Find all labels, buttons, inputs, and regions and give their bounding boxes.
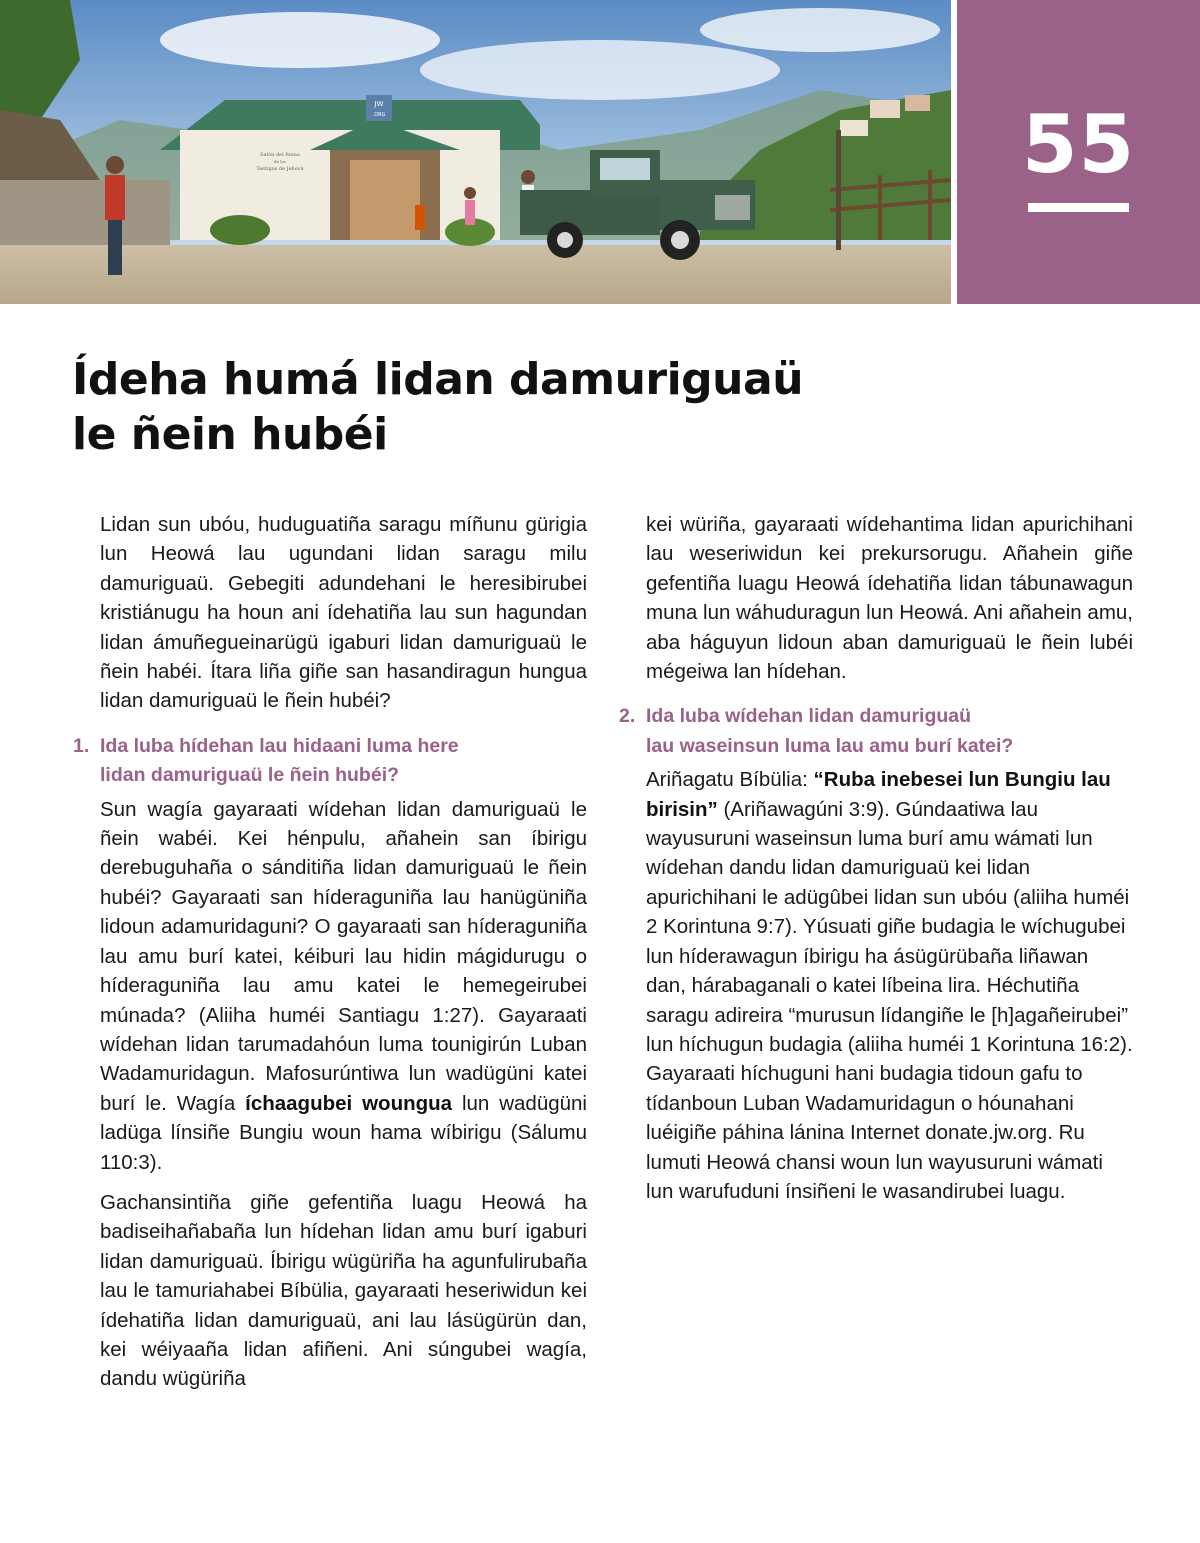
jw-sign-line1: JW xyxy=(374,100,384,108)
kingdom-hall-sign-line3: Testigos de Jehová xyxy=(256,166,304,172)
question-2-number: 2. xyxy=(619,705,636,728)
answer-2-paragraph xyxy=(646,765,1133,1206)
continued-paragraph: kei würiña, gayaraati wídehantima lidan apurichihani lau weseriwidun kei prekursorugu. Añahein giñe gefentiña luagu Heowá ídehatiña lidan tábunawagun muna lun wáhuduragun lun Heowá. Ani añahein amu, aba háguyun lidoun aban damuriguaü le ñein lubéi mégeiwa lan hídehan. xyxy=(646,513,1133,684)
intro-paragraph: Lidan sun ubóu, huduguatiña saragu míñunu gürigia lun Heowá lau ugundani lidan saragu milu damuriguaü. Gebegiti adundehani le heresibirubei kristiánugu ha houn ani ídehatiña lau sun hagundan lidan ámuñegueinarügü igaburi lidan damuriguaü le ñein habéi. Ítara liña giñe san hasandiragun hungua lidan damuriguaü le ñein hubéi? xyxy=(100,513,587,713)
page-title-line1: Ídeha humá lidan damuriguaü xyxy=(72,354,804,405)
answer-2-bold-quote: “Ruba inebesei lun Bungiu lau birisin” xyxy=(646,768,1111,821)
answer-1-paragraph-2: Gachansintiña giñe gefentiña luagu Heowá ha badiseihañabaña lun hídehan lidan amu burí igaburi lidan damuriguaü. Íbirigu wügüriña ha agunfulirubaña lau le tamuriahabei Bíbülia, gayaraati heseriwidun kei ídehatiña lidan damuriguaü, ani lau lásügürün dan, kei wéiyaaña lidan afiñeni. Ani súngubei wagía, dandu wügüriña xyxy=(100,1190,587,1391)
answer-2-text-a: Ariñagatu Bíbülia: xyxy=(646,768,814,792)
hero-photo xyxy=(0,0,951,304)
kingdom-hall-sign-line1: Salón del Reino xyxy=(260,152,300,158)
page-title-line2: le ñein hubéi xyxy=(72,409,388,460)
answer-1-paragraph xyxy=(100,795,587,1177)
hillside-house xyxy=(870,100,900,118)
answer-1-text-a: Sun wagía gayaraati wídehan lidan damuriguaü le ñein wabéi. Kei hénpulu, añahein san íbirigu derebuguhaña o sánditiña lidan damuriguaü le ñein hubéi? Gayaraati san híderaguniña lau hanügüniña lidoun adamuridaguni? O gayaraati san híderaguniña lau amu burí katei, kéiburi lau hidin mágidurugu o híderaguniña lau amu katei le hemegeirubei múnada? (Aliiha huméi Santiagu 1:27). Gayaraati wídehan lidan tarumadahóun luma tounigirún Luban Wadamuridagun. Mafosurúntiwa lun wadügüni katei burí le. Wagía xyxy=(100,797,587,1115)
lesson-number-underline xyxy=(1028,203,1129,212)
page-title xyxy=(72,352,972,462)
kingdom-hall-sign-line2: de los xyxy=(274,159,286,164)
answer-2-text-b: (Ariñawagúni 3:9). Gúndaatiwa lau wayusuruni waseinsun luma burí amu wámati lun wídehan dandu lidan damuriguaü kei lidan apurichihani le adügûbei lidan sun ubóu (aliiha huméi 2 Korintuna 9:7). Yúsuati giñe budagia le wíchugubei lun híderawagun íbirigu ha ásügürübaña liñawan dan, hárabaganali o katei líbeina lira. Héchutiña saragu adireira “murusun lídangiñe le [h]agañeirubei” lun híchugun budagia (aliiha huméi 1 Korintuna 16:2). Gayaraati híchuguni hani budagia tidoun gafu to tídanboun Luban Wadamuridagun o hóunahani luéigiñe páhina lánina Internet donate.jw.org. Ru lumuti Heowá chansi woun lun wayusuruni wámati lun warufuduni ínsiñeni le wasandirubei luagu. xyxy=(646,797,1133,1203)
question-1-heading xyxy=(73,732,587,791)
question-2-line1: Ida luba wídehan lidan damuriguaü xyxy=(646,705,972,728)
question-1-number: 1. xyxy=(73,734,90,757)
question-1-line1: Ida luba hídehan lau hidaani luma here xyxy=(100,734,459,757)
left-column xyxy=(73,510,587,1405)
answer-1-bold: íchaagubei woungua xyxy=(245,1091,453,1115)
lesson-number: 55 xyxy=(1021,98,1136,191)
question-2-heading xyxy=(619,702,1133,761)
question-1-line2: lidan damuriguaü le ñein hubéi? xyxy=(100,764,400,787)
answer-1-text-b: lun wadügüni ladüga línsiñe Bungiu woun hama wíbirigu (Sálumu 110:3). xyxy=(100,1091,587,1174)
question-2-line2: lau waseinsun luma lau amu burí katei? xyxy=(646,734,1014,757)
lesson-number-box xyxy=(957,0,1200,304)
jw-sign-line2: .ORG xyxy=(372,112,386,118)
right-column xyxy=(619,510,1133,1217)
